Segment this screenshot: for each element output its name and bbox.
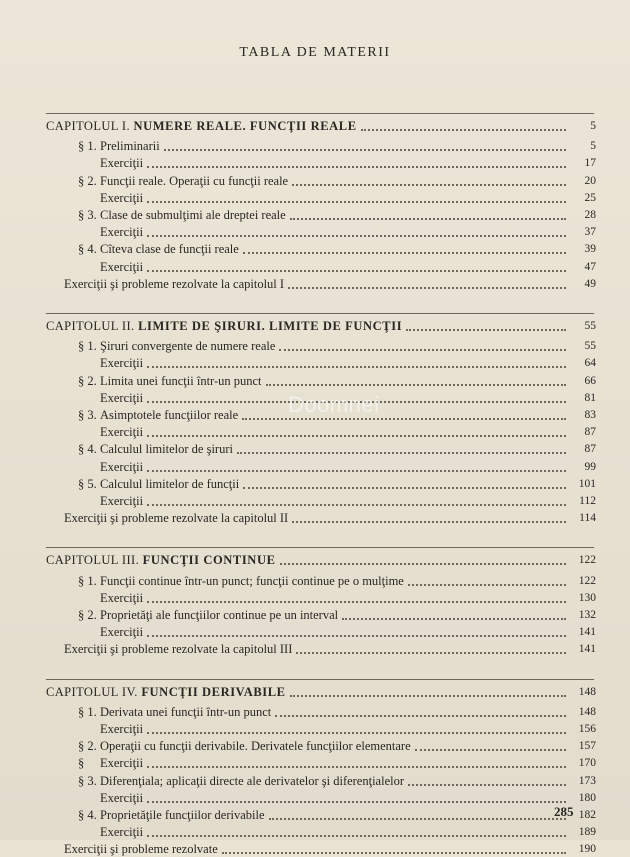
entry-text: Exerciţii (100, 425, 144, 440)
entry-page: 64 (584, 357, 596, 370)
exercise-entry (100, 590, 596, 606)
exercise-entry (100, 424, 596, 440)
leader-dots (147, 791, 566, 803)
section-symbol: § 3. (78, 408, 97, 422)
entry-page: 141 (578, 643, 596, 656)
chapter-prefix: CAPITOLUL II. (46, 319, 135, 333)
section-entry (78, 738, 596, 754)
section-entry (78, 173, 596, 189)
leader-dots (243, 477, 566, 489)
entry-text: Proprietăţi ale funcţiilor continue pe un interval (100, 608, 339, 622)
entry-text: Exerciţii (100, 590, 144, 605)
chapter-title (46, 552, 276, 568)
leader-dots (164, 139, 566, 151)
leader-dots (147, 156, 566, 168)
exercise-entry (100, 355, 596, 371)
section-entry (78, 807, 596, 823)
entry-text: Exerciţii (100, 825, 144, 840)
entry-text: Funcţii reale. Operaţii cu funcţii reale (100, 173, 289, 188)
section-symbol: § 1. (78, 704, 97, 719)
entry-label (78, 241, 239, 257)
entry-text: Exerciţii (100, 722, 144, 736)
entry-text: Exerciţii (100, 225, 144, 240)
page-title: TABLA DE MATERII (239, 45, 391, 60)
entry-label (78, 441, 233, 457)
section-entry (78, 704, 596, 720)
entry-text: Cîteva clase de funcţii reale (100, 242, 239, 257)
chapter-prefix: CAPITOLUL I. (46, 119, 130, 133)
entry-page: 25 (584, 191, 596, 204)
section-symbol: § 5. (78, 476, 97, 491)
exercise-entry (100, 824, 596, 840)
entry-label (78, 373, 262, 389)
entry-page: 39 (584, 243, 596, 256)
entry-label (78, 173, 288, 189)
entry-text: Exerciţii şi probleme rezolvate la capitolul III (64, 642, 293, 657)
leader-dots (237, 442, 566, 454)
leader-dots (147, 756, 566, 768)
entry-page: 141 (578, 626, 596, 639)
entry-label (100, 390, 143, 406)
entry-text: Exerciţii (100, 756, 144, 771)
chapter-prefix: CAPITOLUL IV. (46, 684, 138, 699)
chapter-title (46, 118, 357, 134)
entry-page: 148 (578, 705, 596, 718)
section-entry (78, 476, 596, 492)
leader-dots (275, 705, 566, 717)
entry-text: Exerciţii (100, 625, 144, 640)
entry-page: 47 (584, 260, 596, 273)
entry-page: 190 (578, 843, 596, 856)
leader-dots (279, 339, 566, 351)
chapter-heading (46, 118, 596, 134)
chapter-name: FUNCŢII CONTINUE (142, 553, 276, 568)
section-symbol: § 1. (78, 339, 97, 354)
chapter-heading (46, 318, 596, 334)
leader-dots (361, 119, 566, 131)
leader-dots (408, 774, 566, 786)
section-entry (78, 607, 596, 623)
leader-dots (147, 722, 566, 734)
section-symbol: § 1. (78, 139, 97, 154)
entry-page: 114 (579, 512, 596, 525)
entry-page: 81 (584, 391, 596, 404)
leader-dots (147, 625, 566, 637)
entry-label (78, 138, 160, 154)
leader-dots (280, 553, 566, 565)
entry-label (78, 207, 286, 223)
entry-page: 122 (578, 574, 596, 587)
entry-label (100, 721, 143, 737)
leader-dots (147, 825, 566, 837)
leader-dots (147, 494, 566, 506)
entry-text: Exerciţii şi probleme rezolvate la capitolul I (64, 276, 285, 291)
entry-text: Şiruri convergente de numere reale (100, 339, 276, 354)
entry-text: Proprietăţile funcţiilor derivabile (100, 808, 265, 822)
exercise-entry (100, 790, 596, 806)
chapter-exercises-entry (64, 641, 596, 657)
entry-label (78, 607, 338, 623)
entry-text: Preliminarii (100, 139, 160, 154)
entry-label (100, 824, 143, 840)
entry-label (78, 773, 404, 789)
exercise-entry (100, 224, 596, 240)
section-entry (78, 441, 596, 457)
leader-dots (292, 174, 566, 186)
entry-text: Exerciţii (100, 459, 144, 474)
chapter-name: NUMERE REALE. FUNCŢII REALE (133, 119, 357, 133)
section-symbol: § 2. (78, 373, 97, 388)
section-symbol: § 4. (78, 442, 97, 457)
section-entry (78, 573, 596, 589)
entry-label (100, 424, 143, 440)
section-entry (78, 773, 596, 789)
section-entry (78, 338, 596, 354)
entry-page: 156 (578, 723, 596, 735)
leader-dots (147, 356, 566, 368)
leader-dots (147, 425, 566, 437)
entry-text: Exerciţii şi probleme rezolvate la capitolul II (64, 511, 289, 526)
chapter-heading (46, 552, 596, 568)
entry-label (100, 190, 143, 206)
section-entry (78, 241, 596, 257)
entry-text: Diferenţiala; aplicaţii directe ale derivatelor şi diferenţialelor (100, 773, 405, 788)
entry-page: 173 (578, 774, 596, 787)
entry-page: 37 (584, 226, 596, 239)
entry-text: Funcţii continue într-un punct; funcţii continue pe o mulţime (100, 573, 404, 588)
section-symbol: § 2. (78, 608, 97, 622)
section-entry (78, 207, 596, 223)
entry-label (100, 459, 143, 475)
entry-label (78, 755, 143, 771)
entry-label (100, 155, 143, 171)
chapter-heading (46, 684, 596, 700)
exercise-entry (100, 624, 596, 640)
chapter-name: LIMITE DE ŞIRURI. LIMITE DE FUNCŢII (138, 319, 403, 333)
entry-page: 182 (578, 809, 596, 821)
leader-dots (243, 242, 566, 254)
page-number: 285 (554, 804, 574, 819)
entry-label (78, 476, 239, 492)
chapter-name: FUNCŢII DERIVABILE (141, 684, 286, 699)
entry-page: 189 (578, 826, 596, 839)
entry-text: Limita unei funcţii într-un punct (100, 373, 262, 388)
leader-dots (147, 260, 566, 272)
leader-dots (147, 225, 566, 237)
entry-label (78, 704, 271, 720)
entry-page: 83 (584, 409, 596, 421)
entry-page: 132 (578, 609, 596, 621)
entry-page: 157 (578, 740, 596, 753)
chapter-page: 122 (578, 554, 596, 567)
leader-dots (269, 808, 566, 820)
chapter-page: 55 (584, 320, 596, 332)
entry-page: 99 (584, 460, 596, 473)
entry-page: 66 (584, 374, 596, 387)
watermark: Doomnei (288, 392, 380, 417)
exercise-entry (100, 721, 596, 737)
entry-page: 170 (578, 757, 596, 770)
leader-dots (147, 191, 566, 203)
section-symbol: § 3. (78, 773, 97, 788)
leader-dots (147, 460, 566, 472)
leader-dots (408, 574, 566, 586)
chapter-divider (46, 547, 594, 548)
entry-text: Exerciţii (100, 790, 144, 805)
entry-page: 130 (578, 591, 596, 604)
section-symbol: § 4. (78, 242, 97, 257)
entry-label (100, 590, 143, 606)
entry-page: 87 (584, 426, 596, 439)
entry-text: Asimptotele funcţiilor reale (100, 408, 239, 422)
leader-dots (290, 685, 566, 697)
entry-text: Exerciţii (100, 190, 144, 205)
leader-dots (415, 739, 566, 751)
entry-label (78, 338, 275, 354)
chapter-divider (46, 679, 594, 680)
entry-text: Derivata unei funcţii într-un punct (100, 704, 272, 719)
exercise-entry (100, 155, 596, 171)
entry-page: 20 (584, 174, 596, 187)
entry-text: Exerciţii şi probleme rezolvate (64, 842, 218, 857)
entry-label (78, 573, 404, 589)
entry-label (100, 259, 143, 275)
entry-page: 55 (584, 340, 596, 353)
entry-page: 17 (584, 157, 596, 170)
entry-page: 101 (578, 477, 596, 490)
entry-label (100, 224, 143, 240)
entry-text: Exerciţii (100, 356, 144, 371)
entry-page: 180 (578, 791, 596, 804)
entry-text: Exerciţii (100, 259, 144, 274)
chapter-prefix: CAPITOLUL III. (46, 553, 140, 568)
entry-label (78, 738, 411, 754)
leader-dots (222, 842, 566, 854)
leader-dots (290, 208, 566, 220)
entry-label (100, 790, 143, 806)
section-symbol: § 3. (78, 208, 97, 222)
chapter-title (46, 318, 402, 334)
exercise-entry (100, 259, 596, 275)
entry-text: Exerciţii (100, 494, 144, 508)
section-symbol: § 2. (78, 739, 97, 754)
leader-dots (296, 642, 566, 654)
entry-label (100, 493, 143, 509)
entry-page: 28 (584, 209, 596, 221)
leader-dots (342, 608, 566, 620)
exercise-entry (78, 755, 596, 771)
chapter-exercises-entry (64, 841, 596, 857)
entry-text: Exerciţii (100, 390, 144, 405)
chapter-divider (46, 113, 594, 114)
leader-dots (292, 511, 566, 523)
entry-label (100, 624, 143, 640)
entry-page: 49 (584, 277, 596, 290)
chapter-divider (46, 313, 594, 314)
entry-text: Calculul limitelor de funcţii (100, 476, 240, 491)
chapter-page: 148 (578, 685, 596, 698)
entry-page: 5 (590, 140, 596, 153)
entry-label (78, 407, 238, 423)
section-symbol: § (78, 756, 85, 771)
entry-text: Exerciţii (100, 156, 144, 171)
section-symbol: § 2. (78, 173, 97, 188)
leader-dots (288, 277, 566, 289)
leader-dots (406, 319, 566, 331)
exercise-entry (100, 190, 596, 206)
exercise-entry (100, 493, 596, 509)
section-symbol: § 1. (78, 573, 97, 588)
leader-dots (147, 591, 566, 603)
chapter-title (46, 684, 286, 700)
leader-dots (266, 374, 566, 386)
exercise-entry (100, 459, 596, 475)
chapter-exercises-entry (64, 276, 596, 292)
entry-text: Calculul limitelor de şiruri (100, 442, 233, 457)
chapter-page: 5 (590, 120, 596, 132)
entry-text: Operaţii cu funcţii derivabile. Derivatele funcţiilor elementare (100, 739, 411, 754)
section-symbol: § 4. (78, 808, 97, 822)
entry-text: Clase de submulţimi ale dreptei reale (100, 208, 286, 222)
entry-label (100, 355, 143, 371)
entry-page: 112 (579, 495, 596, 507)
section-entry (78, 373, 596, 389)
chapter-exercises-entry (64, 510, 596, 526)
entry-page: 87 (584, 443, 596, 456)
entry-label (78, 807, 265, 823)
section-entry (78, 138, 596, 154)
